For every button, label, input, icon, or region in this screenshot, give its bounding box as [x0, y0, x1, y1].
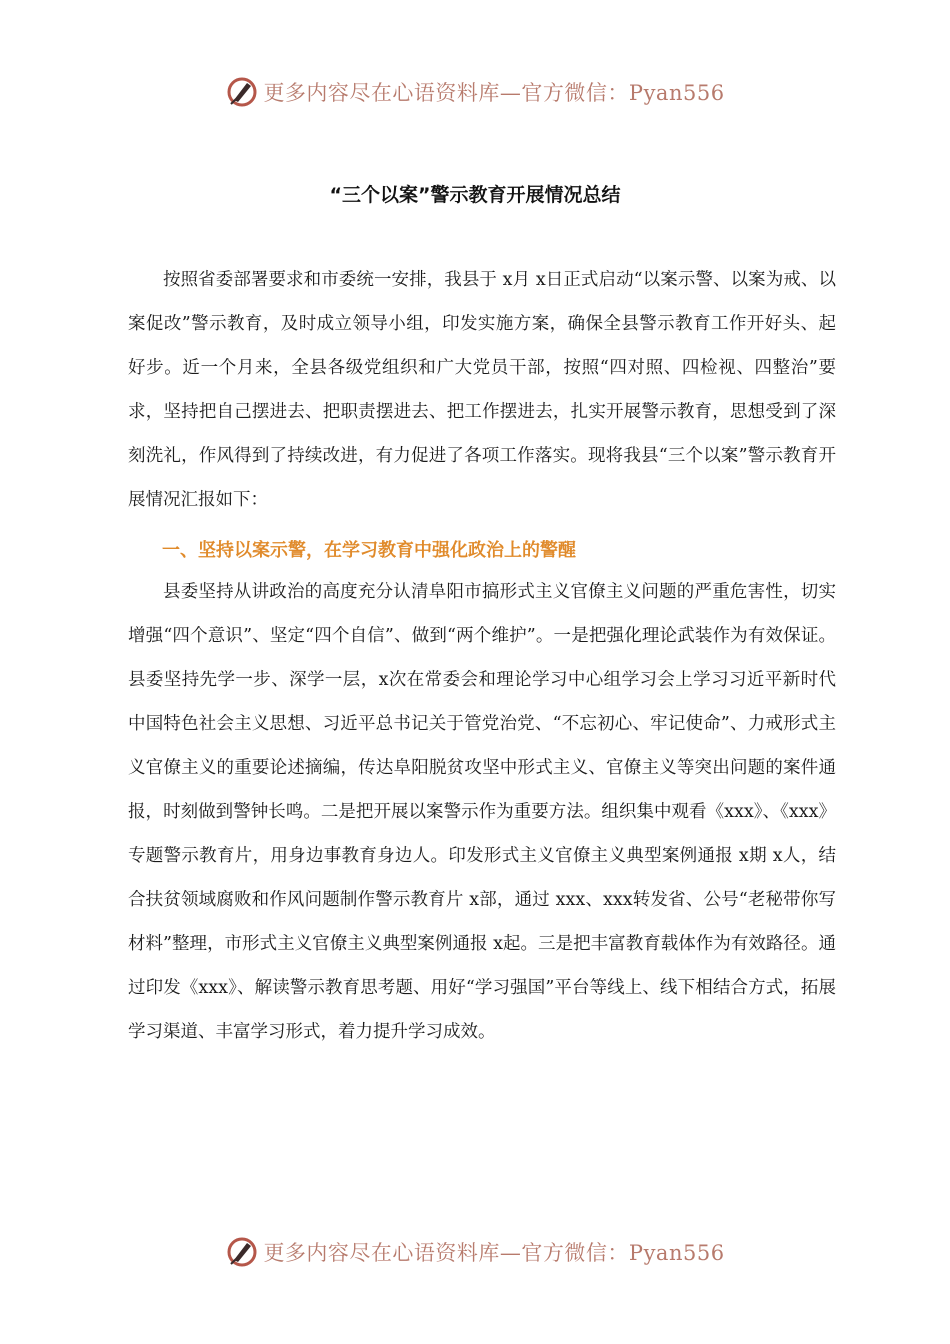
- watermark-text: 更多内容尽在心语资料库—官方微信：Pyan556: [263, 1241, 725, 1265]
- watermark-banner-bottom: [0, 1232, 950, 1272]
- section-body-paragraph: 县委坚持从讲政治的高度充分认清阜阳市搞形式主义官僚主义问题的严重危害性，切实增强“四个意识”、坚定“四个自信”、做到“两个维护”。一是把强化理论武装作为有效保证。县委坚持先学一步、深学一层，x次在常委会和理论学习中心组学习会上学习习近平新时代中国特色社会主义思想、习近平总书记关于管党治党、“不忘初心、牢记使命”、力戒形式主义官僚主义的重要论述摘编，传达阜阳脱贫攻坚中形式主义、官僚主义等突出问题的案件通报，时刻做到警钟长鸣。二是把开展以案警示作为重要方法。组织集中观看《xxx》、《xxx》专题警示教育片，用身边事教育身边人。印发形式主义官僚主义典型案例通报 x期 x人，结合扶贫领域腐败和作风问题制作警示教育片 x部，通过 xxx、xxx转发省、公号“老秘带你写材料”整理，市形式主义官僚主义典型案例通报 x起。三是把丰富教育载体作为有效路径。通过印发《xxx》、解读警示教育思考题、用好“学习强国”平台等线上、线下相结合方式，拓展学习渠道、丰富学习形式，着力提升学习成效。: [128, 582, 836, 1042]
- watermark-content: [225, 1235, 724, 1269]
- pen-nib-circle-icon: [225, 1235, 259, 1269]
- watermark-banner-top: [0, 72, 950, 112]
- watermark-content: [225, 75, 724, 109]
- section-heading: 一、坚持以案示警，在学习教育中强化政治上的警醒: [162, 540, 576, 561]
- watermark-text: 更多内容尽在心语资料库—官方微信：Pyan556: [263, 81, 725, 105]
- intro-paragraph: 按照省委部署要求和市委统一安排，我县于 x月 x日正式启动“以案示警、以案为戒、以案促改”警示教育，及时成立领导小组，印发实施方案，确保全县警示教育工作开好头、起好步。近一个月来，全县各级党组织和广大党员干部，按照“四对照、四检视、四整治”要求，坚持把自己摆进去、把职责摆进去、把工作摆进去，扎实开展警示教育，思想受到了深刻洗礼，作风得到了持续改进，有力促进了各项工作落实。现将我县“三个以案”警示教育开展情况汇报如下：: [128, 270, 836, 510]
- pen-nib-circle-icon: [225, 75, 259, 109]
- document-title: “三个以案”警示教育开展情况总结: [329, 184, 621, 206]
